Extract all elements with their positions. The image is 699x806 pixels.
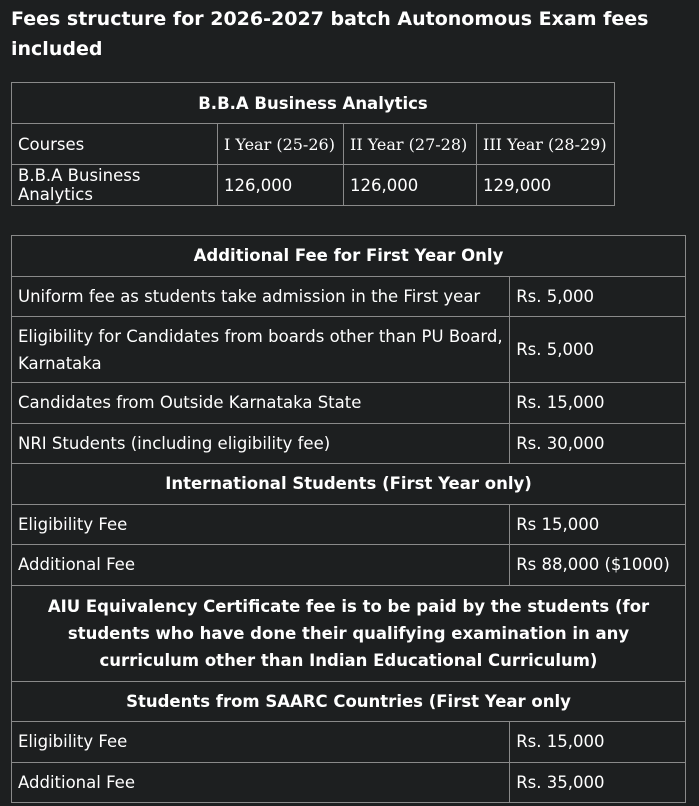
fee-label-cell: Additional Fee bbox=[12, 762, 510, 803]
saarc-section-title: Students from SAARC Countries (First Year only bbox=[12, 681, 686, 722]
section-title-row bbox=[12, 464, 686, 505]
table-row bbox=[12, 762, 686, 803]
course-fee-table bbox=[11, 82, 615, 206]
column-header-year-2: II Year (27-28) bbox=[344, 124, 477, 165]
international-section-title: International Students (First Year only) bbox=[12, 464, 686, 505]
table-row bbox=[12, 504, 686, 545]
table-title: B.B.A Business Analytics bbox=[12, 83, 615, 124]
table-row bbox=[12, 276, 686, 317]
note-row bbox=[12, 585, 686, 681]
additional-fee-title: Additional Fee for First Year Only bbox=[12, 236, 686, 277]
year-1-fee-cell: 126,000 bbox=[218, 165, 344, 206]
table-row bbox=[12, 722, 686, 763]
fee-label-cell: Eligibility for Candidates from boards other than PU Board, Karnataka bbox=[12, 317, 510, 383]
fee-label-cell: Additional Fee bbox=[12, 545, 510, 586]
year-3-fee-cell: 129,000 bbox=[477, 165, 615, 206]
column-header-year-1: I Year (25-26) bbox=[218, 124, 344, 165]
table-row bbox=[12, 423, 686, 464]
fee-value-cell: Rs. 15,000 bbox=[510, 722, 686, 763]
table-row bbox=[12, 545, 686, 586]
page-title: Fees structure for 2026-2027 batch Autonomous Exam fees included bbox=[11, 8, 649, 60]
fee-value-cell: Rs 15,000 bbox=[510, 504, 686, 545]
additional-fee-table bbox=[11, 235, 686, 803]
fee-value-cell: Rs. 5,000 bbox=[510, 276, 686, 317]
column-header-year-3: III Year (28-29) bbox=[477, 124, 615, 165]
column-header-courses: Courses bbox=[12, 124, 218, 165]
fee-value-cell: Rs 88,000 ($1000) bbox=[510, 545, 686, 586]
fee-label-cell: Eligibility Fee bbox=[12, 504, 510, 545]
table-title-row bbox=[12, 83, 615, 124]
table-row bbox=[12, 383, 686, 424]
fee-value-cell: Rs. 15,000 bbox=[510, 383, 686, 424]
fee-label-cell: Candidates from Outside Karnataka State bbox=[12, 383, 510, 424]
aiu-equivalency-note: AIU Equivalency Certificate fee is to be paid by the students (for students who have done their qualifying examination in any curriculum other than Indian Educational Curriculum) bbox=[12, 585, 686, 681]
fee-label-cell: Uniform fee as students take admission in the First year bbox=[12, 276, 510, 317]
table-header-row bbox=[12, 124, 615, 165]
table-row bbox=[12, 165, 615, 206]
table-row bbox=[12, 317, 686, 383]
fee-value-cell: Rs. 5,000 bbox=[510, 317, 686, 383]
section-title-row bbox=[12, 681, 686, 722]
fee-label-cell: NRI Students (including eligibility fee) bbox=[12, 423, 510, 464]
table-title-row bbox=[12, 236, 686, 277]
fee-label-cell: Eligibility Fee bbox=[12, 722, 510, 763]
year-2-fee-cell: 126,000 bbox=[344, 165, 477, 206]
fee-value-cell: Rs. 35,000 bbox=[510, 762, 686, 803]
course-name-cell: B.B.A Business Analytics bbox=[12, 165, 218, 206]
fee-value-cell: Rs. 30,000 bbox=[510, 423, 686, 464]
